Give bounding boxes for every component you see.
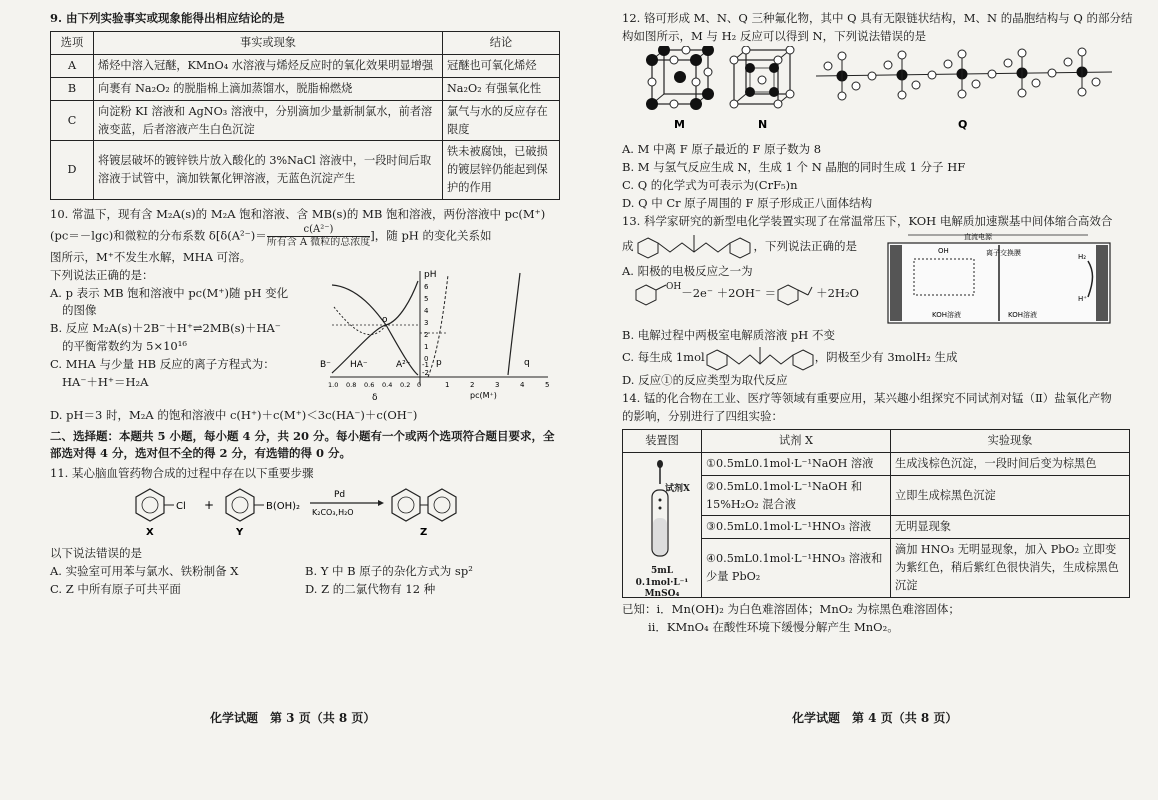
label-q: q <box>524 357 530 368</box>
q11-options-row1 <box>50 563 560 581</box>
ph-axis-label: pH <box>424 269 437 280</box>
q14-line2: 的影响，分别进行了四组实验： <box>622 408 783 423</box>
ph-ticks <box>422 283 429 377</box>
atom-f <box>1018 49 1026 57</box>
chlorine-label: Cl <box>176 501 186 513</box>
ph-tick: 2 <box>424 330 429 339</box>
pcm-tick: 1 <box>445 380 450 389</box>
device-l2: MnSO₄ <box>644 589 680 600</box>
q10-stem: 下列说法正确的是： <box>50 267 154 282</box>
pcm-ticks <box>445 381 549 389</box>
atom-f <box>692 78 700 86</box>
benzene-ring-x <box>136 489 164 521</box>
delta-tick: 0 <box>417 380 422 389</box>
atom-f <box>1048 69 1056 77</box>
atom-cr <box>769 63 779 73</box>
plus-sign: + <box>204 498 215 513</box>
q13-line2b: ，下列说法正确的是 <box>753 238 857 253</box>
pcm-tick: 5 <box>545 380 550 389</box>
atom-f <box>884 61 892 69</box>
atom-f <box>898 91 906 99</box>
atom-cr <box>769 87 779 97</box>
q9-opt: B <box>51 77 94 100</box>
atom-cr <box>690 54 702 66</box>
atom-f <box>852 82 860 90</box>
atom-f <box>988 70 996 78</box>
fraction-denominator: 所有含 A 微粒的总浓度 <box>266 237 371 248</box>
q11-options-row2 <box>50 581 560 599</box>
atom-f <box>742 46 750 54</box>
atom-f <box>774 56 782 64</box>
q14-row-1 <box>623 452 1130 475</box>
ph-tick: 4 <box>424 306 429 315</box>
observation-cell: 无明显现象 <box>891 516 1130 539</box>
q10-line2b: ]，随 pH 的变化关系如 <box>370 228 492 243</box>
delta-tick: 0.4 <box>382 380 393 389</box>
reagent-cell: ③0.5mL0.1mol·L⁻¹HNO₃ 溶液 <box>702 516 891 539</box>
anode <box>890 245 902 321</box>
atom-cr <box>690 98 702 110</box>
q9-opt: D <box>51 141 94 200</box>
q9-row-b <box>51 77 560 100</box>
observation-cell: 立即生成棕黑色沉淀 <box>891 475 1130 516</box>
carbonyl-bond <box>808 287 812 295</box>
benzene-ring <box>707 350 727 370</box>
atom-cr <box>674 71 686 83</box>
observation-cell: 滴加 HNO₃ 无明显现象，加入 PbO₂ 立即变为紫红色，稍后紫红色很快消失，生成棕黑色沉淀 <box>891 539 1130 598</box>
electrolysis-cell-diagram <box>878 231 1118 327</box>
q11-opt-a: A. 实验室可用苯与氯水、铁粉制备 X <box>50 563 239 578</box>
ph-tick: 5 <box>424 294 429 303</box>
atom-f <box>838 92 846 100</box>
bond <box>656 285 666 290</box>
atom-f <box>898 51 906 59</box>
atom-cr <box>702 46 714 56</box>
benzene-ring-y <box>226 489 254 521</box>
q14-table <box>622 429 1130 598</box>
q11-title: 11. 某心脑血管药物合成的过程中存在以下重要步骤 <box>50 466 314 481</box>
h2-label: H₂ <box>1078 252 1087 261</box>
q11-opt-b: B. Y 中 B 原子的杂化方式为 sp² <box>305 563 473 578</box>
h-plus-label: H⁺ <box>1078 294 1087 303</box>
pcm-tick: 4 <box>520 380 525 389</box>
section-2-line1: 二、选择题：本题共 5 小题，每小题 4 分，共 20 分。每小题有一个或两个选项符合题目要求，全 <box>50 428 555 443</box>
q10-line3: 图所示，M⁺不发生水解，MHA 可溶。 <box>50 250 252 264</box>
cell-n <box>730 46 794 131</box>
left-page-footer: 化学试题 第 3 页（共 8 页） <box>210 711 376 726</box>
q13-anode-equation <box>622 280 872 308</box>
q12-opt-c: C. Q 的化学式为可表示为(CrF₅)n <box>622 178 798 193</box>
atom-f <box>648 78 656 86</box>
delta-tick: 0.2 <box>400 380 411 389</box>
atom-f <box>1064 58 1072 66</box>
q13-line1: 13. 科学家研究的新型电化学装置实现了在常温常压下，KOH 电解质加速羰基中间体缩合高效合 <box>622 213 1113 228</box>
ph-tick: 6 <box>424 282 429 291</box>
q9-header-conclusion: 结论 <box>443 31 560 54</box>
q9-header-option: 选项 <box>51 31 94 54</box>
label-m: M <box>674 117 685 131</box>
atom-f <box>972 80 980 88</box>
q14-header-device: 装置图 <box>623 429 702 452</box>
q9-opt: C <box>51 100 94 141</box>
atom-f <box>928 71 936 79</box>
eq-a-end: ＋2H₂O <box>816 286 859 301</box>
q9-fact: 向裹有 Na₂O₂ 的脱脂棉上滴加蒸馏水，脱脂棉燃烧 <box>94 77 443 100</box>
q14-line1: 14. 锰的化合物在工业、医疗等领域有重要应用，某兴趣小组探究不同试剂对锰（Ⅱ）盐氧化产物 <box>622 391 1112 406</box>
label-b-minus: B⁻ <box>320 359 331 370</box>
q10-opt-a1: A. p 表示 MB 饱和溶液中 pc(M⁺)随 pH 变化 <box>50 285 289 300</box>
label-q: Q <box>958 117 968 131</box>
q10-opt-b2: 的平衡常数约为 5×10¹⁶ <box>62 339 187 354</box>
koh-right-label: KOH溶液 <box>1008 310 1037 319</box>
compound-x-label: X <box>146 527 154 539</box>
boronic-label: B(OH)₂ <box>266 501 301 513</box>
eq-a-middle: －2e⁻ ＋2OH⁻ ＝ <box>681 286 777 301</box>
compound-z-label: Z <box>420 527 428 539</box>
q12-crystal-structures <box>642 46 1122 136</box>
right-page <box>622 10 1133 790</box>
ph-tick: -1 <box>422 360 429 369</box>
delta-tick: 1.0 <box>328 380 339 389</box>
test-tube-diagram <box>632 460 692 560</box>
q10-opt-a2: 的图像 <box>62 303 97 318</box>
q13-line2a: 成 <box>622 238 634 253</box>
koh-left-label: KOH溶液 <box>932 310 961 319</box>
left-page <box>50 10 560 790</box>
atom-f <box>670 56 678 64</box>
fraction-numerator: c(A²⁻) <box>267 224 371 237</box>
conditions-label: K₂CO₃,H₂O <box>312 508 354 518</box>
q9-fact: 烯烃中溶入冠醚，KMnO₄ 水溶液与烯烃反应时的氧化效果明显增强 <box>94 54 443 77</box>
chain-q <box>816 48 1112 131</box>
atom-f <box>774 100 782 108</box>
arrow-head <box>378 500 384 506</box>
q13-opt-b: B. 电解过程中两极室电解质溶液 pH 不变 <box>622 327 835 342</box>
atom-f <box>758 76 766 84</box>
catalyst-label: Pd <box>334 490 346 501</box>
atom-f <box>730 56 738 64</box>
aromatic-circle <box>232 497 248 513</box>
atom-f <box>670 100 678 108</box>
cathode <box>1096 245 1108 321</box>
solution <box>653 518 667 555</box>
drop <box>659 498 662 501</box>
benzene-ring <box>730 238 750 258</box>
atom-f <box>1032 79 1040 87</box>
atom-f <box>1004 59 1012 67</box>
dropper-bulb <box>657 460 663 468</box>
atom-f <box>786 90 794 98</box>
q9-conclusion: 冠醚也可氧化烯烃 <box>443 54 560 77</box>
ph-tick: 0 <box>424 354 429 363</box>
atom-f <box>730 100 738 108</box>
q9-conclusion: Na₂O₂ 有强氧化性 <box>443 77 560 100</box>
oh-label: OH <box>666 282 682 293</box>
atom-f <box>944 60 952 68</box>
atom-cr <box>745 63 755 73</box>
delta-tick: 0.8 <box>346 380 357 389</box>
atom-f <box>1078 48 1086 56</box>
q9-table <box>50 31 560 200</box>
benzene-ring <box>638 238 658 258</box>
reagent-cell: ④0.5mL0.1mol·L⁻¹HNO₃ 溶液和少量 PbO₂ <box>702 539 891 598</box>
q11-reaction-scheme <box>120 483 540 539</box>
benzene-ring <box>778 285 798 305</box>
membrane-label: 离子交换膜 <box>986 248 1021 257</box>
q10-opt-d: D. pH＝3 时，M₂A 的饱和溶液中 c(H⁺)＋c(M⁺)＜3c(HA⁻)＋c(OH⁻) <box>50 407 418 422</box>
observation-cell: 生成浅棕色沉淀，一段时间后变为棕黑色 <box>891 452 1130 475</box>
q12-line1: 12. 铬可形成 M、N、Q 三种氟化物，其中 Q 具有无限链状结构，M、N 的晶胞结构与 Q 的部分结 <box>622 11 1133 25</box>
atom-f <box>868 72 876 80</box>
compound-y-label: Y <box>236 527 244 539</box>
atom-f <box>682 46 690 54</box>
q10-line2a: (pc＝－lgc)和微粒的分布系数 δ[δ(A²⁻)＝ <box>50 228 267 243</box>
q10 <box>50 206 560 424</box>
reagent-x-label: 试剂X <box>665 483 690 494</box>
q14 <box>622 390 1130 637</box>
atom-f <box>704 68 712 76</box>
atom-f <box>958 50 966 58</box>
q13-opt-c-b: ，阴极至少有 3molH₂ 生成 <box>814 350 958 365</box>
atom-cr <box>702 88 714 100</box>
dibenzylideneacetone-structure <box>634 232 754 262</box>
atom-f <box>1078 88 1086 96</box>
q12-line2: 构如图所示，M 与 H₂ 反应可以得到 N，下列说法错误的是 <box>622 28 927 43</box>
benzene-ring-z1 <box>392 489 420 521</box>
q9-row-a <box>51 54 560 77</box>
q9-opt: A <box>51 54 94 77</box>
line-q <box>508 273 520 375</box>
delta-ticks <box>328 381 421 389</box>
q11 <box>50 465 560 598</box>
dibenzylideneacetone-structure <box>705 345 815 371</box>
q9-title: 9. 由下列实验事实或现象能得出相应结论的是 <box>50 11 285 25</box>
ph-tick: -2 <box>422 368 429 377</box>
atom-cr <box>745 87 755 97</box>
q13-opt-a: A. 阳极的电极反应之一为 <box>622 263 753 278</box>
q12-opt-a: A. M 中离 F 原子最近的 F 原子数为 8 <box>622 142 822 157</box>
q10-line1: 10. 常温下，现有含 M₂A(s)的 M₂A 饱和溶液、含 MB(s)的 MB 饱和溶液，两份溶液中 pc(M⁺) <box>50 207 546 222</box>
benzene-ring <box>793 350 813 370</box>
q11-stem: 以下说法错误的是 <box>50 545 142 560</box>
q9-conclusion: 铁未被腐蚀，已破损的镀层锌仍能起到保护的作用 <box>443 141 560 200</box>
drop <box>659 506 662 509</box>
cell-m <box>646 46 714 131</box>
q12-opt-d: D. Q 中 Cr 原子周围的 F 原子形成正八面体结构 <box>622 195 873 210</box>
q14-known-2: ⅱ．KMnO₄ 在酸性环境下缓慢分解产生 MnO₂。 <box>648 619 899 634</box>
q10-opt-c1: C. MHA 与少量 HB 反应的离子方程式为： <box>50 356 275 371</box>
cell-face <box>652 60 696 104</box>
section-2-line2: 部选对得 4 分，选对但不全的得 2 分，有选错的得 0 分。 <box>50 446 352 461</box>
atom-cr <box>646 54 658 66</box>
atom-f <box>824 62 832 70</box>
q13-opt-c-a: C. 每生成 1mol <box>622 350 705 365</box>
oh-label: OH <box>938 246 949 255</box>
bond <box>798 290 808 295</box>
benzene-ring <box>636 285 656 305</box>
pcm-axis-label: pc(M⁺) <box>470 390 497 400</box>
device-cell <box>623 452 702 600</box>
section-2 <box>50 428 560 464</box>
atom-f <box>786 46 794 54</box>
q10-line2 <box>50 224 560 249</box>
atom-f <box>912 81 920 89</box>
atom-f <box>958 90 966 98</box>
curve-ha-minus <box>334 307 386 335</box>
q12-opt-b: B. M 与氢气反应生成 N，生成 1 个 N 晶胞的同时生成 1 分子 HF <box>622 160 966 175</box>
pcm-tick: 2 <box>470 380 475 389</box>
cell-face <box>664 50 708 94</box>
atom-f <box>838 52 846 60</box>
right-page-footer: 化学试题 第 4 页（共 8 页） <box>792 711 958 726</box>
q13-opt-d: D. 反应①的反应类型为取代反应 <box>622 373 788 388</box>
label-ha-minus: HA⁻ <box>350 359 368 370</box>
reagent-cell: ②0.5mL0.1mol·L⁻¹NaOH 和 15%H₂O₂ 混合液 <box>702 475 891 516</box>
label-o: o <box>382 314 388 325</box>
q9-fact: 向淀粉 KI 溶液和 AgNO₃ 溶液中，分别滴加少量新制氯水，前者溶液变蓝，后者溶液产生白色沉淀 <box>94 100 443 141</box>
q9-header-row <box>51 31 560 54</box>
q9-conclusion: 氯气与水的反应存在限度 <box>443 100 560 141</box>
delta-fraction <box>267 224 371 249</box>
q10-distribution-graph <box>320 267 558 407</box>
q9-fact: 将镀层破坏的镀锌铁片放入酸化的 3%NaCl 溶液中，一段时间后取溶液于试管中，滴加铁氰化钾溶液，无蓝色沉淀产生 <box>94 141 443 200</box>
atom-f <box>1018 89 1026 97</box>
aromatic-circle <box>398 497 414 513</box>
q10-opt-b1: B. 反应 M₂A(s)＋2B⁻＋H⁺⇌2MB(s)＋HA⁻ <box>50 321 281 336</box>
power-label: 直流电源 <box>964 232 992 241</box>
q11-opt-d: D. Z 的二氯代物有 12 种 <box>305 581 436 596</box>
atom-cr <box>658 46 670 56</box>
q9-row-d <box>51 141 560 200</box>
reagent-cell: ①0.5mL0.1mol·L⁻¹NaOH 溶液 <box>702 452 891 475</box>
delta-axis-label: δ <box>372 392 378 403</box>
device-l1: 5mL 0.1mol·L⁻¹ <box>635 565 689 588</box>
label-n: N <box>758 117 768 131</box>
label-a2-minus: A²⁻ <box>396 359 411 370</box>
q13-opt-c <box>622 344 1130 372</box>
q14-header-row <box>623 429 1130 452</box>
q10-opt-c2: HA⁻＋H⁺＝H₂A <box>62 374 149 389</box>
q11-opt-c: C. Z 中所有原子可共平面 <box>50 581 181 596</box>
q13 <box>622 213 1130 390</box>
q9-row-c <box>51 100 560 141</box>
q9-header-fact: 事实或现象 <box>94 31 443 54</box>
label-p: p <box>436 357 442 368</box>
benzaldehyde-structure <box>776 281 816 307</box>
benzene-ring-z2 <box>428 489 456 521</box>
atom-cr <box>646 98 658 110</box>
q14-header-reagent: 试剂 X <box>702 429 891 452</box>
ph-tick: 3 <box>424 318 429 327</box>
aromatic-circle <box>434 497 450 513</box>
aromatic-circle <box>142 497 158 513</box>
delta-tick: 0.6 <box>364 380 375 389</box>
pcm-tick: 3 <box>495 380 500 389</box>
q12 <box>622 10 1133 213</box>
q14-known-1: 已知：ⅰ．Mn(OH)₂ 为白色难溶固体；MnO₂ 为棕黑色难溶固体； <box>622 602 960 617</box>
atom-f <box>1092 78 1100 86</box>
q14-header-observation: 实验现象 <box>891 429 1130 452</box>
ph-tick: 1 <box>424 342 429 351</box>
